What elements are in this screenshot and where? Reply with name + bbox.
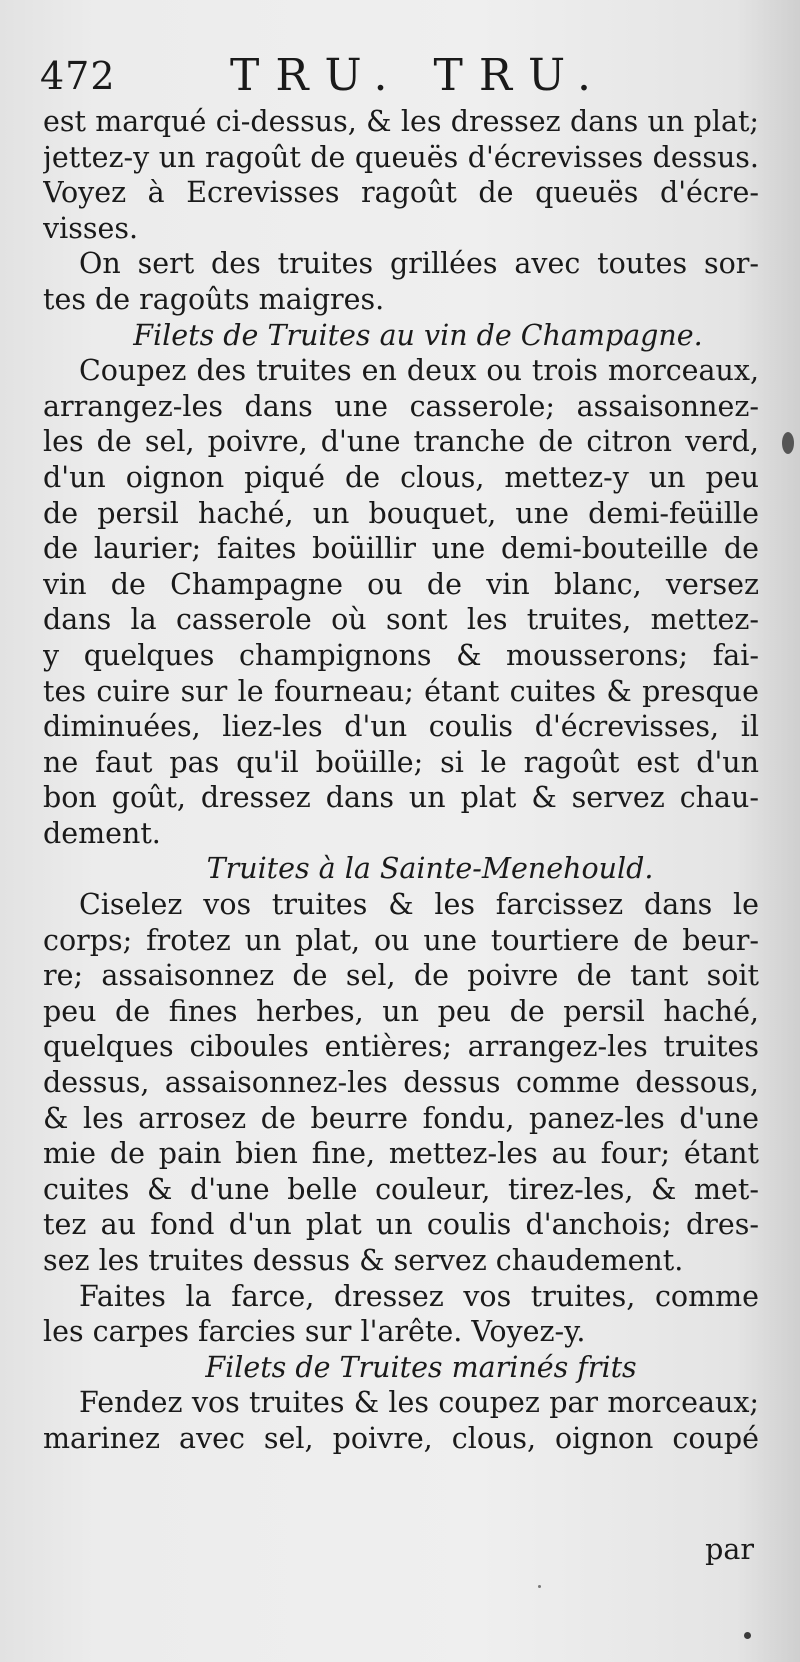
ink-speck	[744, 1632, 751, 1639]
text-line: dessus, assaisonnez-les dessus comme dessous,	[43, 1066, 759, 1100]
ink-speck	[538, 1585, 541, 1588]
text-line: Voyez à Ecrevisses ragoût de queuës d'écre-	[43, 176, 759, 210]
text-line: sez les truites dessus & servez chaudement.	[43, 1244, 684, 1277]
text-line: tes cuire sur le fourneau; étant cuites & presque	[43, 674, 759, 708]
text-line: ne faut pas qu'il boüille; si le ragoût est d'un	[43, 745, 759, 779]
recipe-title: Filets de Truites marinés frits	[205, 1350, 637, 1384]
text-line: marinez avec sel, poivre, clous, oignon coupé	[43, 1421, 759, 1455]
text-line: On sert des truites grillées avec toutes sor-	[79, 247, 759, 281]
text-line: tes de ragoûts maigres.	[43, 282, 385, 316]
text-line: Ciselez vos truites & les farcissez dans le	[79, 888, 759, 922]
text-line: & les arrosez de beurre fondu, panez-les d'une	[43, 1101, 759, 1135]
text-line: Faites la farce, dressez vos truites, comme	[79, 1279, 759, 1313]
text-line: quelques ciboules entières; arrangez-les truites	[43, 1030, 759, 1064]
text-line: de persil haché, un bouquet, une demi-feüille	[43, 496, 759, 530]
text-line: re; assaisonnez de sel, de poivre de tant soit	[43, 959, 759, 993]
text-line: d'un oignon piqué de clous, mettez-y un peu	[43, 460, 759, 494]
text-line: peu de fines herbes, un peu de persil haché,	[43, 994, 759, 1028]
text-line: cuites & d'une belle couleur, tirez-les, & met-	[43, 1172, 759, 1206]
text-line: est marqué ci-dessus, & les dressez dans un plat;	[43, 105, 759, 138]
text-line: bon goût, dressez dans un plat & servez chau-	[43, 781, 759, 815]
text-line: visses.	[43, 211, 139, 245]
text-line: Fendez vos truites & les coupez par morceaux;	[79, 1386, 759, 1420]
page-header	[40, 50, 760, 110]
recipe-title: Filets de Truites au vin de Champagne.	[133, 318, 703, 352]
text-line: corps; frotez un plat, ou une tourtiere de beur-	[43, 923, 759, 957]
text-line: mie de pain bien fine, mettez-les au four; étant	[43, 1137, 759, 1171]
text-line: Coupez des truites en deux ou trois morceaux,	[79, 354, 759, 388]
text-line: tez au fond d'un plat un coulis d'anchois; dres-	[43, 1208, 759, 1242]
text-line: de laurier; faites boüillir une demi-bouteille de	[43, 532, 759, 566]
text-line: vin de Champagne ou de vin blanc, versez	[43, 567, 759, 601]
text-line: diminuées, liez-les d'un coulis d'écrevisses, il	[43, 710, 759, 744]
text-line: les carpes farcies sur l'arête. Voyez-y.	[43, 1315, 586, 1349]
body-text	[43, 104, 759, 1457]
running-head: TRU. TRU.	[230, 50, 607, 101]
text-line: jettez-y un ragoût de queuës d'écrevisses dessus.	[43, 140, 759, 174]
text-line: arrangez-les dans une casserole; assaisonnez-	[43, 389, 759, 423]
recipe-title: Truites à la Sainte-Menehould.	[206, 852, 654, 886]
text-line: dement.	[43, 816, 161, 850]
page-number: 472	[40, 54, 116, 98]
ink-speck	[782, 432, 794, 454]
text-line: y quelques champignons & mousserons; fai-	[43, 638, 759, 672]
text-line: les de sel, poivre, d'une tranche de citron verd,	[43, 425, 759, 459]
catchword: par	[705, 1533, 754, 1566]
text-line: dans la casserole où sont les truites, mettez-	[43, 603, 759, 637]
